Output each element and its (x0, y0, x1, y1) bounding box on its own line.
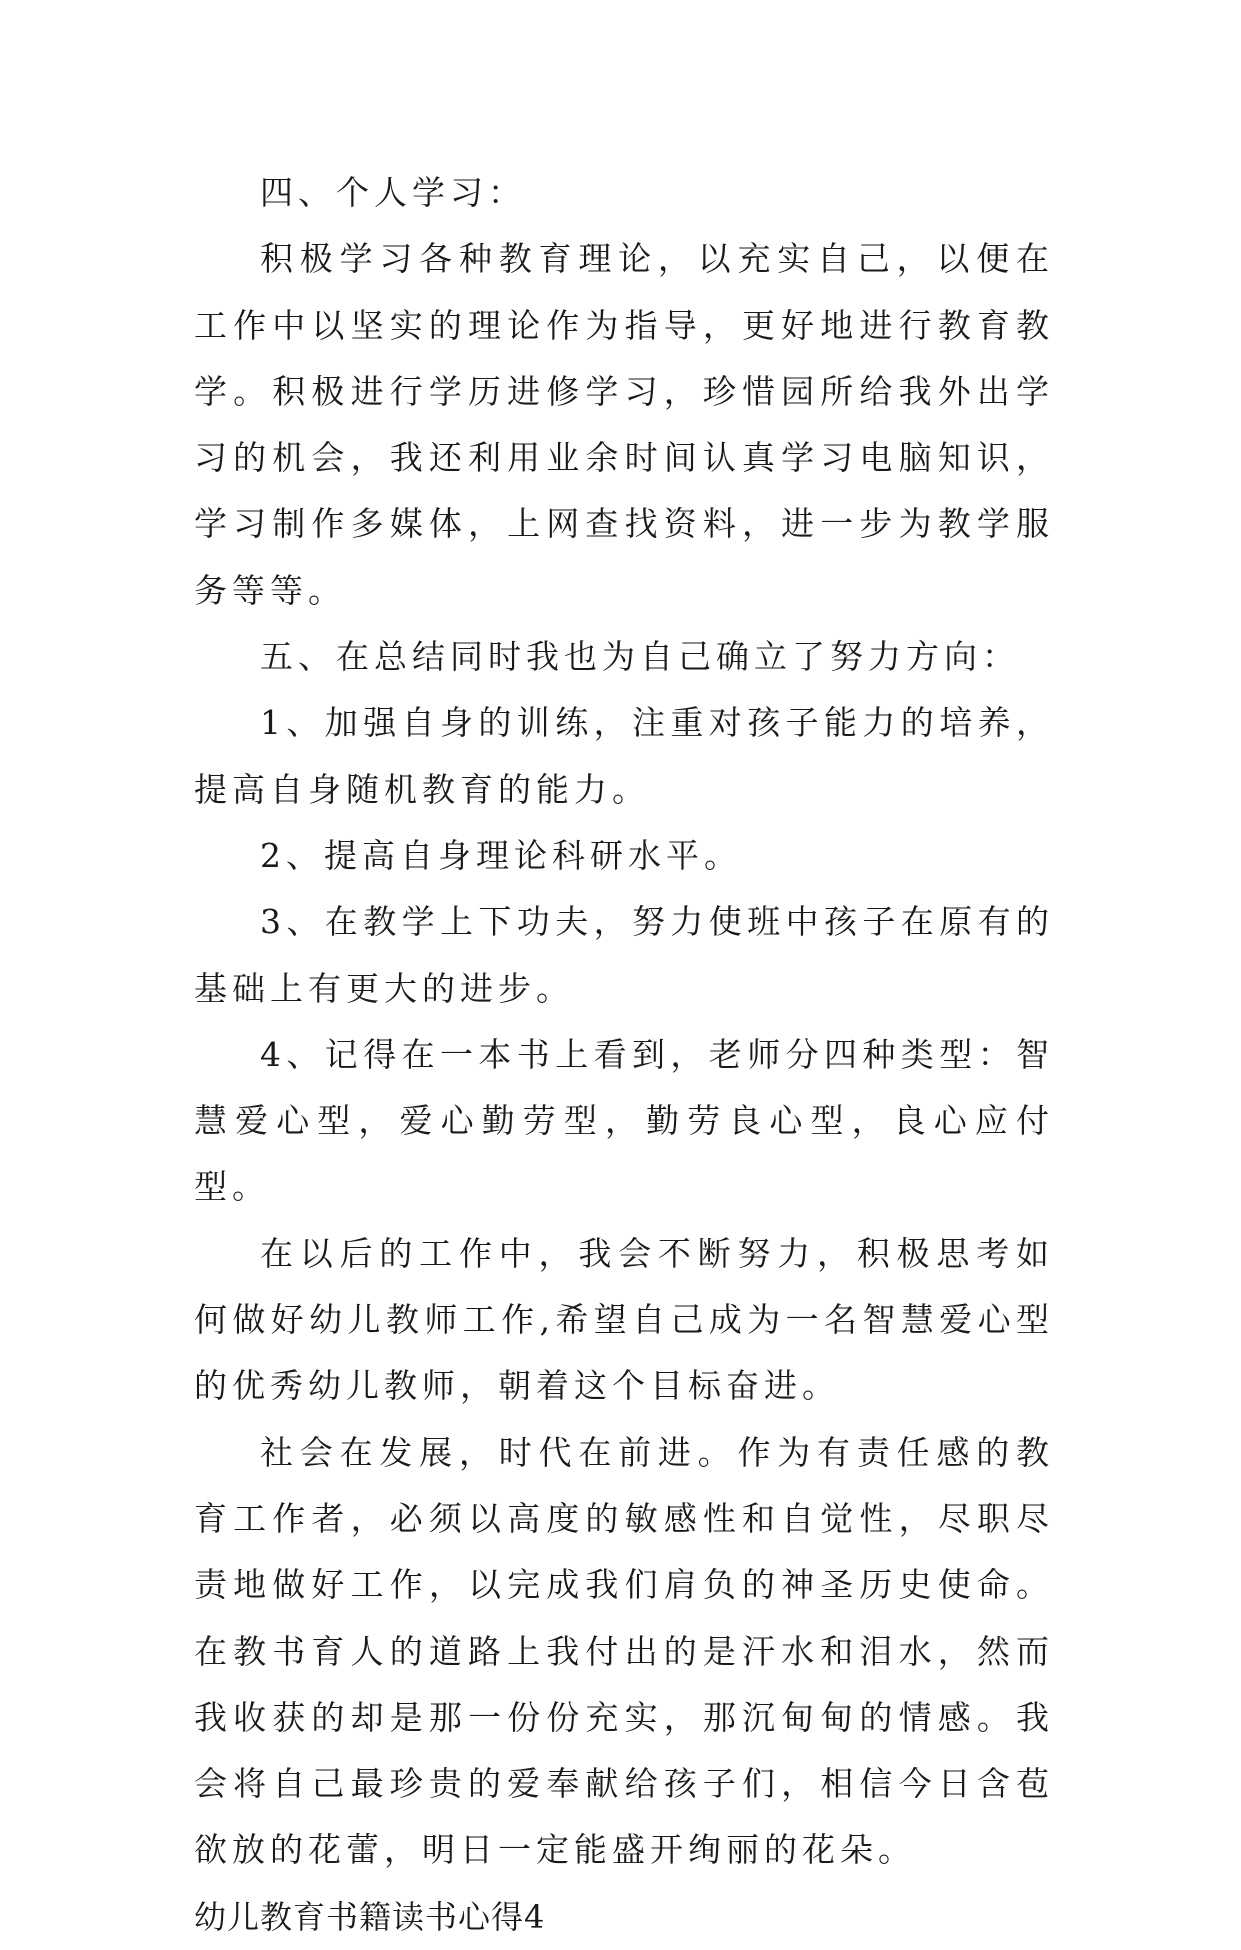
document-body (194, 160, 1054, 1950)
paragraph-future-work: 在以后的工作中，我会不断努力，积极思考如何做好幼儿教师工作,希望自己成为一名智慧爱心型的优秀幼儿教师，朝着这个目标奋进。 (194, 1233, 1054, 1406)
paragraph-personal-study: 积极学习各种教育理论，以充实自己，以便在工作中以坚实的理论作为指导，更好地进行教育教学。积极进行学历进修学习，珍惜园所给我外出学习的机会，我还利用业余时间认真学习电脑知识，学习制作多媒体，上网查找资料，进一步为教学服务等等。 (194, 239, 1054, 610)
list-item-2: 2、提高自身理论科研水平。 (260, 835, 742, 875)
section-heading-personal-study: 四、个人学习： (260, 173, 526, 212)
paragraph-conclusion: 社会在发展，时代在前进。作为有责任感的教育工作者，必须以高度的敏感性和自觉性，尽职尽责地做好工作，以完成我们肩负的神圣历史使命。在教书育人的道路上我付出的是汗水和泪水，然而我收获的却是那一份份充实，那沉甸甸的情感。我会将自己最珍贵的爱奉献给孩子们，相信今日含苞欲放的花蕾，明日一定能盛开绚丽的花朵。 (194, 1432, 1054, 1870)
list-item-4: 4、记得在一本书上看到，老师分四种类型：智慧爱心型，爱心勤劳型，勤劳良心型，良心应付型。 (194, 1034, 1054, 1207)
list-item-3: 3、在教学上下功夫，努力使班中孩子在原有的基础上有更大的进步。 (194, 902, 1054, 1008)
section-heading-direction: 五、在总结同时我也为自己确立了努力方向： (260, 637, 1020, 677)
next-section-title: 幼儿教育书籍读书心得4 (194, 1897, 546, 1936)
list-item-1: 1、加强自身的训练，注重对孩子能力的培养，提高自身随机教育的能力。 (194, 703, 1054, 809)
